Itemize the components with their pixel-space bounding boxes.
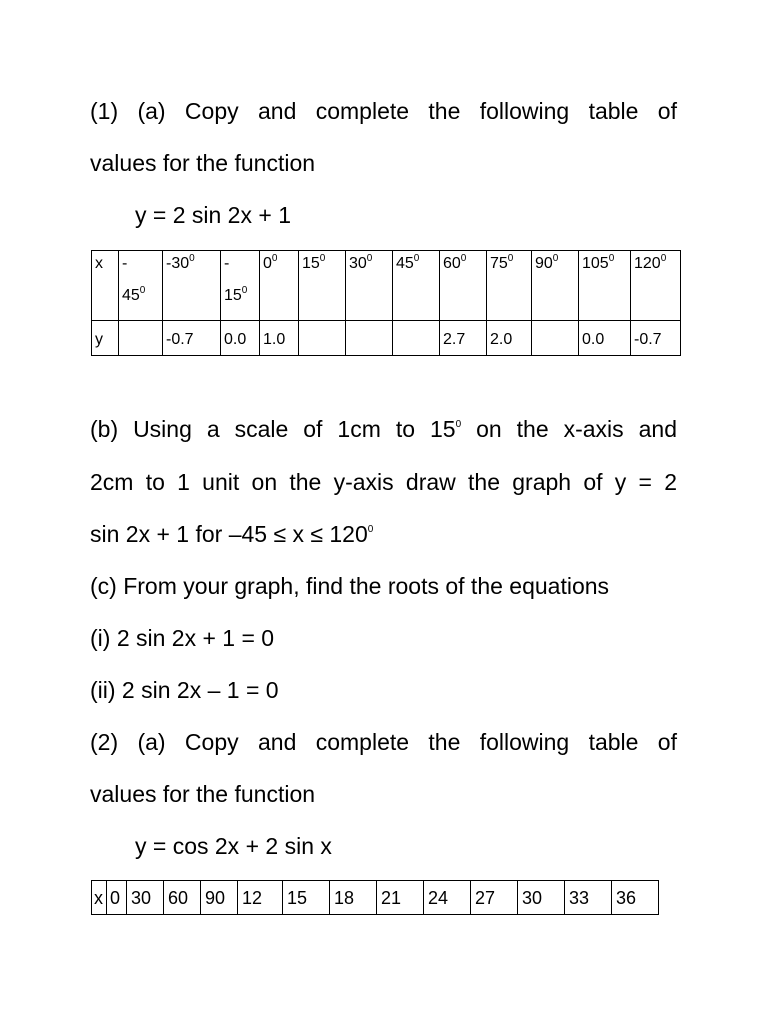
table-cell — [532, 321, 579, 356]
table-cell: 30 — [518, 881, 565, 915]
q1-y-label: y — [92, 321, 119, 356]
table-cell: 0.0 — [221, 321, 260, 356]
table-cell: $0^0$ — [260, 251, 299, 321]
table-cell: -0.7 — [163, 321, 221, 356]
q2-x-row — [92, 881, 659, 915]
table-cell: 60 — [164, 881, 201, 915]
table-cell: 12 — [238, 881, 283, 915]
table-cell: 2.0 — [487, 321, 532, 356]
table-cell: -0.7 — [631, 321, 681, 356]
table-cell: $75^0$ — [487, 251, 532, 321]
q1-x-label: x — [92, 251, 119, 321]
q1-x-row — [92, 251, 681, 321]
table-cell — [346, 321, 393, 356]
q1-intro-line-1: (1) (a) Copy and complete the following table of — [90, 98, 677, 124]
q2-values-table — [91, 880, 659, 915]
q2-intro-line-1: (2) (a) Copy and complete the following table of — [90, 729, 677, 755]
table-cell: 27 — [471, 881, 518, 915]
table-cell: $45^0$ — [393, 251, 440, 321]
table-cell: 18 — [330, 881, 377, 915]
table-cell: 24 — [424, 881, 471, 915]
table-cell: 30 — [127, 881, 164, 915]
table-cell: $60^0$ — [440, 251, 487, 321]
table-cell: 33 — [565, 881, 612, 915]
table-cell — [119, 321, 163, 356]
q1-equation: y = 2 sin 2x + 1 — [135, 202, 291, 228]
table-cell: 0.0 — [579, 321, 631, 356]
q1c-ii: (ii) 2 sin 2x – 1 = 0 — [90, 677, 279, 703]
q2-intro-line-2: values for the function — [90, 781, 316, 807]
table-cell: $-30^0$ — [163, 251, 221, 321]
table-cell: - $15^0$ — [221, 251, 260, 321]
table-cell: - $45^0$ — [119, 251, 163, 321]
table-cell: $120^0$ — [631, 251, 681, 321]
q1b-line-2: 2cm to 1 unit on the y-axis draw the graph of y = 2 — [90, 469, 677, 495]
q1-values-table — [91, 250, 681, 356]
q1b-line-1: (b) Using a scale of 1cm to $15^0$ on the x-axis and — [90, 416, 677, 442]
q2-equation: y = cos 2x + 2 sin x — [135, 833, 332, 859]
q1b-line-3: sin 2x + 1 for $-45 \le x \le 120^0$ — [90, 521, 374, 547]
table-cell: 36 — [612, 881, 659, 915]
table-cell: 90 — [201, 881, 238, 915]
q1-intro-line-2: values for the function — [90, 150, 316, 176]
table-cell: 21 — [377, 881, 424, 915]
table-cell: 2.7 — [440, 321, 487, 356]
table-cell: $15^0$ — [299, 251, 346, 321]
table-cell: 15 — [283, 881, 330, 915]
q1-y-row — [92, 321, 681, 356]
table-cell: $105^0$ — [579, 251, 631, 321]
table-cell — [393, 321, 440, 356]
q1c-line: (c) From your graph, find the roots of the equations — [90, 573, 610, 599]
table-cell: 1.0 — [260, 321, 299, 356]
table-cell — [299, 321, 346, 356]
table-cell: $90^0$ — [532, 251, 579, 321]
q2-x-label: x — [92, 881, 107, 915]
q1c-i: (i) 2 sin 2x + 1 = 0 — [90, 625, 275, 651]
table-cell: $30^0$ — [346, 251, 393, 321]
table-cell: 0 — [107, 881, 127, 915]
